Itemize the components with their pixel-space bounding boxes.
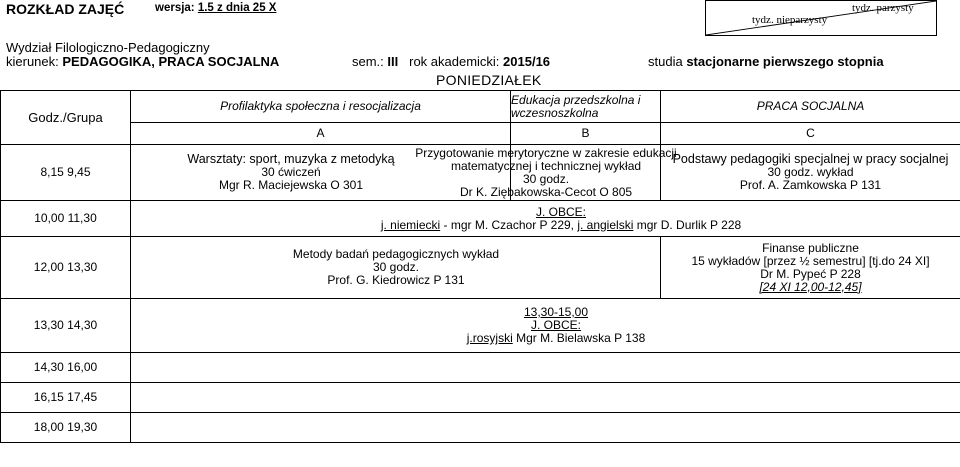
study-label: studia bbox=[648, 54, 683, 69]
table-row bbox=[1, 299, 960, 353]
class-hours: 30 ćwiczeń bbox=[261, 165, 321, 179]
faculty-name: Wydział Filologiczno-Pedagogiczny bbox=[6, 40, 210, 55]
time-cell: 16,15 17,45 bbox=[1, 383, 131, 413]
week-odd-label: tydz. nieparzysty bbox=[752, 14, 828, 26]
empty-cell bbox=[131, 353, 960, 383]
class-hours: 30 godz. bbox=[372, 260, 420, 274]
class-title: Metody badań pedagogicznych wykład bbox=[292, 247, 500, 261]
group-b-header: Edukacja przedszkolna i wczesnoszkolna bbox=[511, 91, 661, 123]
version-label: wersja: bbox=[155, 2, 195, 14]
languages-label: J. OBCE: bbox=[530, 318, 581, 332]
class-hours: 15 wykładów [przez ½ semestru] [tj.do 24 XI] bbox=[691, 253, 930, 268]
course-value: PEDAGOGIKA, PRACA SOCJALNA bbox=[62, 54, 280, 69]
table-header-row bbox=[1, 91, 960, 123]
class-teacher: Prof. A. Zamkowska P 131 bbox=[739, 178, 882, 192]
languages-label: J. OBCE: bbox=[535, 204, 586, 219]
group-c-letter: C bbox=[661, 123, 960, 145]
class-details bbox=[341, 219, 781, 232]
language-english-teacher: mgr D. Durlik P 228 bbox=[633, 217, 742, 232]
class-teacher: Dr M. Pypeć P 228 bbox=[760, 266, 861, 281]
language-english: j. angielski bbox=[577, 217, 634, 232]
time-group-header-text: Godz./Grupa bbox=[28, 110, 103, 125]
year-label: rok akademicki: bbox=[409, 54, 500, 69]
schedule-table bbox=[0, 90, 960, 443]
class-title: Warsztaty: sport, muzyka z metodyką bbox=[187, 152, 395, 166]
class-teacher: Dr K. Ziębakowska-Cecot O 805 bbox=[459, 184, 633, 199]
class-title: Przygotowanie merytoryczne w zakresie edukacji bbox=[415, 145, 677, 160]
table-row bbox=[1, 201, 960, 237]
empty-cell bbox=[131, 383, 960, 413]
time-cell: 14,30 16,00 bbox=[1, 353, 131, 383]
course-label: kierunek: bbox=[6, 54, 59, 69]
study-value: stacjonarne pierwszego stopnia bbox=[686, 54, 884, 69]
time-cell: 10,00 11,30 bbox=[1, 201, 131, 237]
class-title-cont: matematycznej i technicznej wykład bbox=[450, 158, 642, 173]
table-row bbox=[1, 383, 960, 413]
table-row bbox=[1, 353, 960, 383]
language-russian: j.rosyjski bbox=[466, 331, 513, 345]
table-row bbox=[1, 413, 960, 443]
class-hours: 30 godz. bbox=[522, 171, 570, 186]
class-teacher: Mgr R. Maciejewska O 301 bbox=[218, 178, 364, 192]
class-time-text: 13,30-15,00 bbox=[523, 305, 589, 319]
empty-cell bbox=[131, 413, 960, 443]
day-title: PONIEDZIAŁEK bbox=[436, 72, 542, 88]
version-value: 1.5 z dnia 25 X bbox=[197, 2, 277, 14]
class-teacher: Prof. G. Kiedrowicz P 131 bbox=[327, 273, 465, 287]
time-cell: 13,30 14,30 bbox=[1, 299, 131, 353]
version-info bbox=[155, 2, 276, 14]
title-text: ROZKŁAD ZAJĘĆ bbox=[6, 1, 125, 17]
time-cell: 12,00 13,30 bbox=[1, 237, 131, 299]
sem-value: III bbox=[387, 54, 399, 69]
class-cell-c bbox=[661, 237, 960, 299]
year-value: 2015/16 bbox=[503, 54, 551, 69]
class-title: Finanse publiczne bbox=[762, 240, 859, 255]
table-letter-row bbox=[1, 123, 960, 145]
group-a-letter: A bbox=[131, 123, 511, 145]
class-note bbox=[661, 281, 960, 294]
class-title: Podstawy pedagogiki specjalnej w pracy socjalnej bbox=[672, 152, 949, 166]
class-cell-b bbox=[415, 145, 677, 201]
class-hours: 30 godz. wykład bbox=[767, 165, 854, 179]
semester-info bbox=[352, 54, 550, 69]
time-cell: 8,15 9,45 bbox=[1, 145, 131, 201]
class-note-text: [24 XI 12,00-12,45] bbox=[759, 279, 862, 294]
time-cell: 18,00 19,30 bbox=[1, 413, 131, 443]
table-row bbox=[1, 145, 960, 201]
study-info bbox=[648, 54, 884, 69]
class-cell-c bbox=[661, 145, 960, 201]
language-german-teacher: - mgr M. Czachor P 229, bbox=[440, 217, 578, 232]
time-group-header bbox=[1, 91, 131, 145]
group-c-header: PRACA SOCJALNA bbox=[661, 91, 960, 123]
week-even-label: tydz. parzysty bbox=[852, 2, 914, 14]
class-cell-languages bbox=[131, 201, 960, 237]
language-russian-teacher: Mgr M. Bielawska P 138 bbox=[512, 331, 646, 345]
language-german: j. niemiecki bbox=[380, 217, 441, 232]
group-a-header: Profilaktyka społeczna i resocjalizacja bbox=[131, 91, 511, 123]
group-b-letter: B bbox=[511, 123, 661, 145]
table-row bbox=[1, 237, 960, 299]
course-info bbox=[6, 54, 279, 69]
class-cell-ab bbox=[131, 237, 661, 299]
sem-label: sem.: bbox=[352, 54, 384, 69]
class-cell-languages-2 bbox=[131, 299, 960, 353]
class-details bbox=[421, 332, 691, 345]
page-title bbox=[6, 1, 124, 17]
